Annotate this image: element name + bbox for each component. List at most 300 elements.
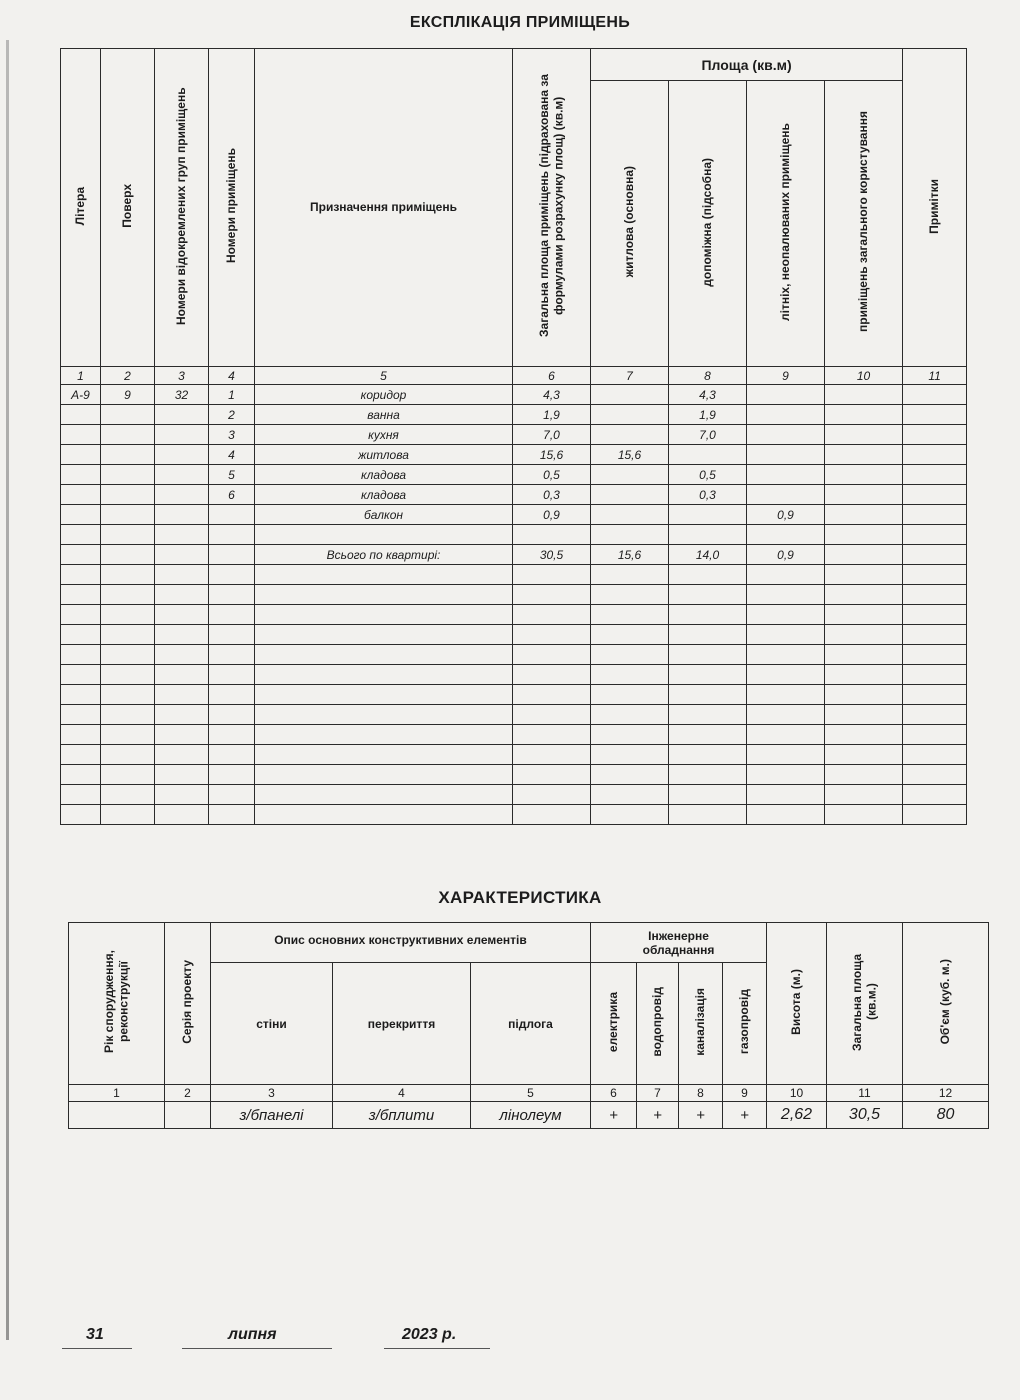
empty-row: [61, 765, 967, 785]
empty-cell: [591, 785, 669, 805]
colnum: 9: [747, 367, 825, 385]
table-row: [61, 465, 967, 485]
empty-cell: [903, 625, 967, 645]
empty-cell: [209, 725, 255, 745]
cell-living: [591, 385, 669, 405]
empty-cell: [669, 725, 747, 745]
value-gas: +: [723, 1102, 767, 1129]
colnum: 4: [209, 367, 255, 385]
colnum: 10: [825, 367, 903, 385]
date-month: липня: [228, 1326, 277, 1343]
cell-floor: [101, 485, 155, 505]
header-summer: літніх, неопалюваних приміщень: [747, 81, 825, 367]
empty-cell: [903, 685, 967, 705]
empty-cell: [825, 765, 903, 785]
empty-cell: [825, 685, 903, 705]
empty-cell: [747, 605, 825, 625]
cell-summer: [747, 525, 825, 545]
header-common: приміщень загального користування: [825, 81, 903, 367]
cell-room: 5: [209, 465, 255, 485]
empty-cell: [155, 725, 209, 745]
empty-row: [61, 565, 967, 585]
cell-aux: 4,3: [669, 385, 747, 405]
cell-purpose: [255, 525, 513, 545]
cell-room: 1: [209, 385, 255, 405]
empty-cell: [747, 625, 825, 645]
empty-cell: [513, 765, 591, 785]
header-room-numbers: Номери приміщень: [209, 49, 255, 367]
empty-cell: [591, 745, 669, 765]
header-gas: газопровід: [723, 963, 767, 1085]
empty-cell: [903, 665, 967, 685]
cell-purpose: кладова: [255, 485, 513, 505]
cell-purpose: кухня: [255, 425, 513, 445]
cell-summer: [747, 485, 825, 505]
cell-aux: [669, 505, 747, 525]
empty-cell: [61, 665, 101, 685]
header-litera: Літера: [61, 49, 101, 367]
colnum: 6: [513, 367, 591, 385]
cell-common: [825, 505, 903, 525]
cell-floor: 9: [101, 385, 155, 405]
cell-common: [825, 405, 903, 425]
cell-room: 4: [209, 445, 255, 465]
value-series: [165, 1102, 211, 1129]
empty-cell: [825, 805, 903, 825]
empty-cell: [903, 785, 967, 805]
empty-cell: [101, 585, 155, 605]
cell-living: [591, 505, 669, 525]
cell-floor: [101, 405, 155, 425]
empty-cell: [101, 605, 155, 625]
empty-cell: [669, 645, 747, 665]
empty-row: [61, 585, 967, 605]
empty-cell: [61, 725, 101, 745]
value-sewer: +: [679, 1102, 723, 1129]
cell-group: [155, 525, 209, 545]
empty-cell: [825, 705, 903, 725]
explication-table: [60, 48, 967, 825]
empty-cell: [155, 605, 209, 625]
table-row: [61, 385, 967, 405]
header-area-group: Площа (кв.м): [591, 49, 903, 81]
empty-cell: [155, 685, 209, 705]
empty-cell: [747, 565, 825, 585]
empty-cell: [155, 705, 209, 725]
empty-cell: [155, 745, 209, 765]
empty-cell: [513, 725, 591, 745]
cell-purpose: Всього по квартирі:: [255, 545, 513, 565]
cell-notes: [903, 465, 967, 485]
table-row: [61, 525, 967, 545]
empty-cell: [903, 705, 967, 725]
header-water: водопровід: [637, 963, 679, 1085]
table-row: [61, 505, 967, 525]
colnum: 4: [333, 1085, 471, 1102]
empty-cell: [513, 805, 591, 825]
empty-cell: [101, 665, 155, 685]
cell-common: [825, 425, 903, 445]
empty-cell: [591, 725, 669, 745]
empty-cell: [155, 585, 209, 605]
cell-notes: [903, 405, 967, 425]
table-row: [61, 425, 967, 445]
empty-cell: [591, 705, 669, 725]
cell-living: 15,6: [591, 445, 669, 465]
empty-cell: [101, 645, 155, 665]
cell-total: 0,5: [513, 465, 591, 485]
header-height: Висота (м.): [767, 923, 827, 1085]
cell-total: 0,9: [513, 505, 591, 525]
empty-cell: [591, 645, 669, 665]
cell-litera: [61, 445, 101, 465]
colnum: 2: [101, 367, 155, 385]
empty-cell: [513, 605, 591, 625]
colnum: 11: [827, 1085, 903, 1102]
characteristic-table: [68, 922, 989, 1129]
empty-cell: [155, 665, 209, 685]
empty-cell: [747, 645, 825, 665]
cell-living: [591, 425, 669, 445]
empty-cell: [747, 685, 825, 705]
cell-room: [209, 525, 255, 545]
char-column-number-row: [69, 1085, 989, 1102]
empty-cell: [209, 705, 255, 725]
cell-notes: [903, 425, 967, 445]
cell-summer: [747, 425, 825, 445]
date-year: 2023 р.: [402, 1326, 457, 1343]
empty-cell: [591, 585, 669, 605]
colnum: 8: [679, 1085, 723, 1102]
table-row: [61, 485, 967, 505]
cell-notes: [903, 485, 967, 505]
empty-cell: [209, 665, 255, 685]
empty-cell: [61, 765, 101, 785]
empty-cell: [669, 745, 747, 765]
empty-cell: [61, 785, 101, 805]
header-electric: електрика: [591, 963, 637, 1085]
cell-room: 6: [209, 485, 255, 505]
empty-cell: [669, 605, 747, 625]
empty-cell: [61, 585, 101, 605]
colnum: 7: [591, 367, 669, 385]
cell-group: [155, 465, 209, 485]
cell-summer: 0,9: [747, 505, 825, 525]
empty-cell: [591, 805, 669, 825]
header-walls: стіни: [211, 963, 333, 1085]
empty-cell: [825, 625, 903, 645]
cell-common: [825, 525, 903, 545]
empty-cell: [825, 665, 903, 685]
header-purpose: Призначення приміщень: [255, 49, 513, 367]
empty-cell: [101, 565, 155, 585]
empty-cell: [513, 645, 591, 665]
empty-cell: [101, 685, 155, 705]
empty-cell: [101, 705, 155, 725]
header-notes: Примітки: [903, 49, 967, 367]
empty-cell: [209, 645, 255, 665]
empty-cell: [209, 625, 255, 645]
empty-cell: [513, 625, 591, 645]
empty-row: [61, 705, 967, 725]
cell-notes: [903, 385, 967, 405]
cell-notes: [903, 525, 967, 545]
cell-aux: 7,0: [669, 425, 747, 445]
table-row: [61, 445, 967, 465]
cell-litera: [61, 545, 101, 565]
empty-cell: [747, 665, 825, 685]
empty-cell: [209, 745, 255, 765]
cell-aux: 14,0: [669, 545, 747, 565]
empty-cell: [155, 765, 209, 785]
empty-cell: [255, 625, 513, 645]
header-floor-cover: підлога: [471, 963, 591, 1085]
empty-cell: [903, 605, 967, 625]
colnum: 10: [767, 1085, 827, 1102]
cell-living: [591, 525, 669, 545]
empty-row: [61, 625, 967, 645]
empty-row: [61, 605, 967, 625]
value-electric: +: [591, 1102, 637, 1129]
empty-cell: [513, 785, 591, 805]
empty-cell: [209, 585, 255, 605]
cell-common: [825, 445, 903, 465]
empty-cell: [669, 565, 747, 585]
empty-row: [61, 685, 967, 705]
empty-cell: [101, 745, 155, 765]
header-ceilings: перекриття: [333, 963, 471, 1085]
empty-cell: [825, 645, 903, 665]
colnum: 2: [165, 1085, 211, 1102]
empty-row: [61, 645, 967, 665]
empty-cell: [825, 725, 903, 745]
value-area: 30,5: [827, 1102, 903, 1129]
empty-cell: [903, 745, 967, 765]
empty-cell: [155, 805, 209, 825]
cell-aux: [669, 445, 747, 465]
colnum: 5: [255, 367, 513, 385]
cell-floor: [101, 525, 155, 545]
empty-cell: [61, 805, 101, 825]
colnum: 3: [211, 1085, 333, 1102]
empty-cell: [255, 785, 513, 805]
header-series: Серія проекту: [165, 923, 211, 1085]
cell-living: 15,6: [591, 545, 669, 565]
colnum: 8: [669, 367, 747, 385]
header-sewer: каналізація: [679, 963, 723, 1085]
cell-floor: [101, 465, 155, 485]
empty-cell: [255, 725, 513, 745]
cell-group: [155, 545, 209, 565]
empty-cell: [513, 665, 591, 685]
header-total-area: Загальна площа приміщень (підрахована за формулами розрахунку площ) (кв.м): [513, 49, 591, 367]
empty-cell: [591, 605, 669, 625]
empty-cell: [513, 705, 591, 725]
table-row: [61, 405, 967, 425]
empty-cell: [747, 745, 825, 765]
cell-room: 3: [209, 425, 255, 445]
empty-cell: [903, 565, 967, 585]
cell-total: 15,6: [513, 445, 591, 465]
cell-living: [591, 485, 669, 505]
cell-total: 30,5: [513, 545, 591, 565]
char-values-row: [69, 1102, 989, 1129]
cell-room: [209, 505, 255, 525]
header-engineering: Інженерне обладнання: [591, 923, 767, 963]
empty-cell: [903, 725, 967, 745]
cell-total: 0,3: [513, 485, 591, 505]
empty-cell: [825, 585, 903, 605]
empty-cell: [591, 565, 669, 585]
characteristic-title: ХАРАКТЕРИСТИКА: [438, 888, 602, 907]
colnum: 7: [637, 1085, 679, 1102]
cell-litera: [61, 405, 101, 425]
empty-cell: [255, 765, 513, 785]
value-ceilings: з/бплити: [333, 1102, 471, 1129]
empty-cell: [61, 645, 101, 665]
colnum: 6: [591, 1085, 637, 1102]
empty-cell: [747, 585, 825, 605]
cell-aux: 0,3: [669, 485, 747, 505]
cell-group: [155, 425, 209, 445]
empty-cell: [209, 565, 255, 585]
value-floor: лінолеум: [471, 1102, 591, 1129]
cell-litera: [61, 525, 101, 545]
empty-cell: [825, 785, 903, 805]
cell-summer: [747, 465, 825, 485]
cell-total: 1,9: [513, 405, 591, 425]
cell-room: [209, 545, 255, 565]
colnum: 9: [723, 1085, 767, 1102]
empty-cell: [903, 765, 967, 785]
empty-cell: [747, 705, 825, 725]
colnum: 11: [903, 367, 967, 385]
cell-notes: [903, 445, 967, 465]
empty-cell: [209, 605, 255, 625]
value-year: [69, 1102, 165, 1129]
value-volume: 80: [903, 1102, 989, 1129]
empty-cell: [61, 565, 101, 585]
header-floor: Поверх: [101, 49, 155, 367]
empty-cell: [747, 805, 825, 825]
cell-common: [825, 465, 903, 485]
header-area: Загальна площа (кв.м.): [827, 923, 903, 1085]
cell-summer: [747, 385, 825, 405]
empty-cell: [61, 705, 101, 725]
cell-purpose: житлова: [255, 445, 513, 465]
value-walls: з/бпанелі: [211, 1102, 333, 1129]
empty-cell: [591, 625, 669, 645]
cell-summer: [747, 445, 825, 465]
value-water: +: [637, 1102, 679, 1129]
cell-notes: [903, 545, 967, 565]
empty-cell: [209, 685, 255, 705]
empty-cell: [61, 625, 101, 645]
cell-common: [825, 385, 903, 405]
cell-group: [155, 405, 209, 425]
cell-floor: [101, 445, 155, 465]
empty-row: [61, 725, 967, 745]
colnum: 3: [155, 367, 209, 385]
cell-total: 7,0: [513, 425, 591, 445]
empty-cell: [903, 805, 967, 825]
cell-purpose: кладова: [255, 465, 513, 485]
header-year: Рік спорудження, реконструкції: [69, 923, 165, 1085]
page-fold-edge: [6, 40, 9, 1340]
cell-common: [825, 485, 903, 505]
empty-cell: [155, 625, 209, 645]
cell-summer: 0,9: [747, 545, 825, 565]
cell-floor: [101, 425, 155, 445]
cell-litera: [61, 425, 101, 445]
cell-summer: [747, 405, 825, 425]
cell-total: 4,3: [513, 385, 591, 405]
empty-row: [61, 805, 967, 825]
column-number-row: [61, 367, 967, 385]
empty-cell: [255, 605, 513, 625]
cell-aux: [669, 525, 747, 545]
empty-cell: [61, 745, 101, 765]
cell-group: [155, 505, 209, 525]
empty-cell: [101, 625, 155, 645]
cell-floor: [101, 545, 155, 565]
empty-cell: [669, 665, 747, 685]
cell-group: [155, 485, 209, 505]
empty-cell: [513, 585, 591, 605]
table-row: [61, 545, 967, 565]
empty-cell: [669, 805, 747, 825]
empty-cell: [255, 705, 513, 725]
empty-cell: [513, 745, 591, 765]
empty-cell: [669, 625, 747, 645]
empty-cell: [101, 785, 155, 805]
cell-aux: 0,5: [669, 465, 747, 485]
empty-cell: [209, 805, 255, 825]
explication-title: ЕКСПЛІКАЦІЯ ПРИМІЩЕНЬ: [409, 14, 631, 31]
empty-cell: [61, 605, 101, 625]
empty-cell: [669, 785, 747, 805]
empty-cell: [669, 705, 747, 725]
colnum: 12: [903, 1085, 989, 1102]
date-day: 31: [86, 1326, 104, 1343]
empty-cell: [669, 685, 747, 705]
empty-cell: [255, 665, 513, 685]
empty-cell: [513, 565, 591, 585]
empty-cell: [155, 645, 209, 665]
empty-cell: [155, 565, 209, 585]
header-elements: Опис основних конструктивних елементів: [211, 923, 591, 963]
cell-litera: [61, 465, 101, 485]
cell-common: [825, 545, 903, 565]
header-auxiliary: допоміжна (підсобна): [669, 81, 747, 367]
empty-cell: [825, 745, 903, 765]
empty-cell: [255, 805, 513, 825]
empty-cell: [255, 585, 513, 605]
empty-cell: [209, 765, 255, 785]
empty-cell: [591, 665, 669, 685]
empty-cell: [669, 765, 747, 785]
colnum: 1: [69, 1085, 165, 1102]
empty-cell: [155, 785, 209, 805]
cell-purpose: ванна: [255, 405, 513, 425]
header-volume: Об'єм (куб. м.): [903, 923, 989, 1085]
empty-cell: [903, 585, 967, 605]
empty-cell: [255, 565, 513, 585]
empty-cell: [61, 685, 101, 705]
header-living: житлова (основна): [591, 81, 669, 367]
empty-row: [61, 785, 967, 805]
empty-row: [61, 745, 967, 765]
